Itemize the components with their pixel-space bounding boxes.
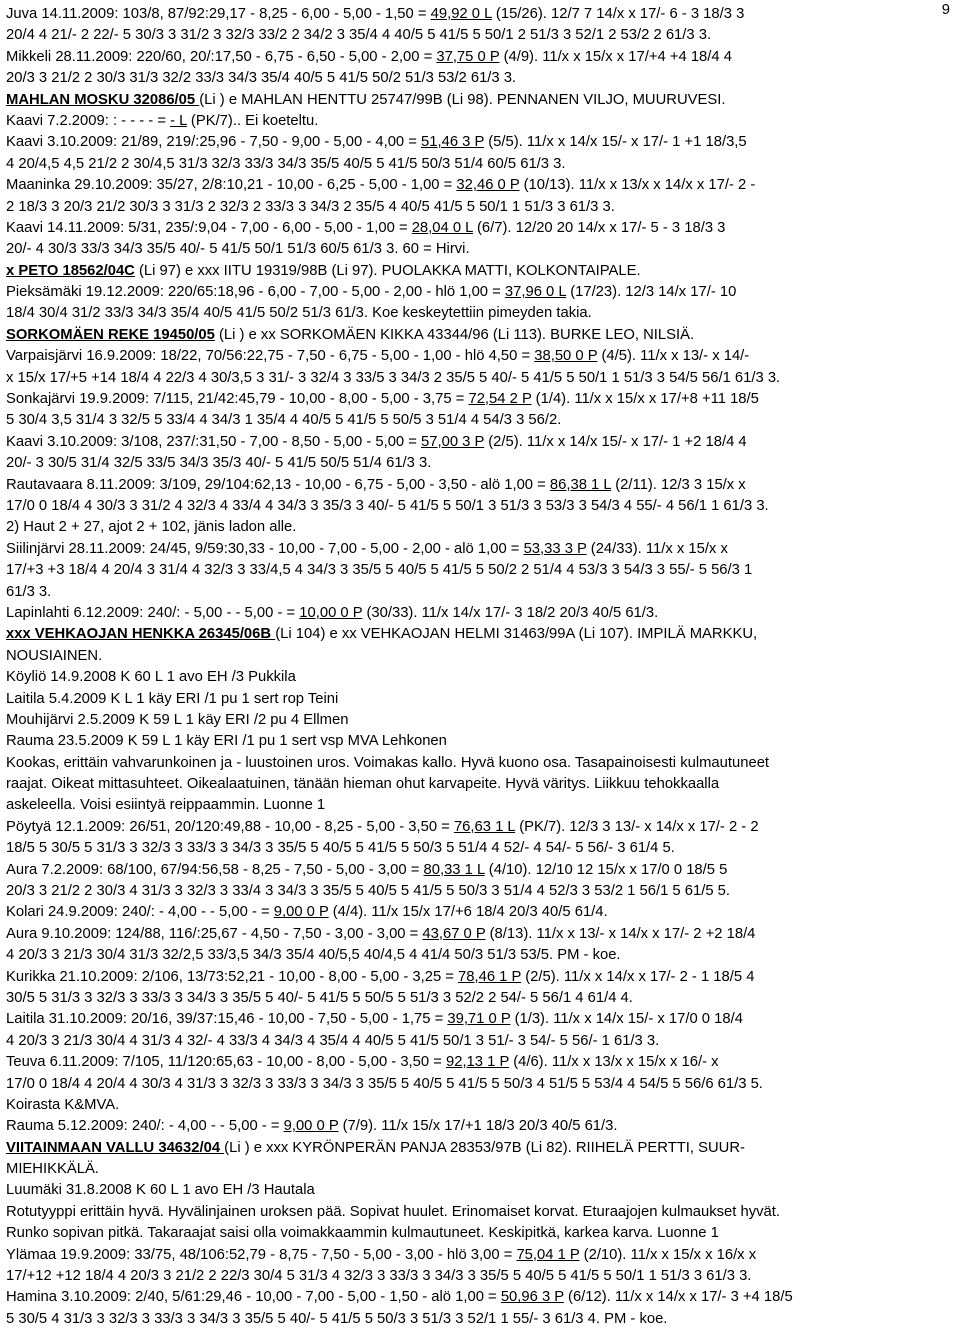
text-segment: Kookas, erittäin vahvarunkoinen ja - luustoinen uros. Voimakas kallo. Hyvä kuono osa. Tasapainoisesti kulmautuneet (6, 754, 770, 771)
text-segment: 4 20/3 3 21/3 30/4 31/3 32/2,5 33/3,5 34/3 35/4 40/5,5 40/4,5 4 41/4 50/3 51/3 53/5. PM - koe. (6, 947, 621, 964)
text-line (6, 838, 954, 859)
text-line (6, 646, 954, 667)
text-line (6, 795, 954, 816)
text-segment: Pöytyä 12.1.2009: 26/51, 20/120:49,88 - 10,00 - 8,25 - 5,00 - 3,50 = (6, 818, 454, 835)
text-segment: (2/10). 11/x x 15/x x 16/x x (579, 1246, 757, 1263)
dog-name-heading: MAHLAN MOSKU 32086/05 (6, 91, 200, 108)
text-line (6, 1223, 954, 1244)
score-result: 51,46 3 P (421, 134, 485, 151)
text-segment: MIEHIKKÄLÄ. (6, 1161, 99, 1178)
text-segment: 4 20/4,5 4,5 21/2 2 30/4,5 31/3 32/3 33/3 34/3 35/5 40/5 5 41/5 50/3 51/4 60/5 61/3 3. (6, 155, 566, 172)
text-line (6, 967, 954, 988)
text-line (6, 1074, 954, 1095)
text-line (6, 1116, 954, 1137)
text-segment: (5/5). 11/x x 14/x 15/- x 17/- 1 +1 18/3,5 (484, 134, 747, 151)
score-result: 37,75 0 P (436, 48, 500, 65)
text-line (6, 860, 954, 881)
text-segment: (PK/7).. Ei koeteltu. (186, 112, 319, 129)
score-result: 86,38 1 L (549, 476, 612, 493)
text-segment: (4/9). 11/x x 15/x x 17/+4 +4 18/4 4 (499, 48, 732, 65)
text-line (6, 154, 954, 175)
text-line (6, 667, 954, 688)
text-line (6, 325, 954, 346)
text-line (6, 539, 954, 560)
text-segment: Teuva 6.11.2009: 7/105, 11/120:65,63 - 10,00 - 8,00 - 5,00 - 3,50 = (6, 1054, 446, 1071)
score-result: 43,67 0 P (422, 925, 486, 942)
text-segment: (1/4). 11/x x 15/x x 17/+8 +11 18/5 (531, 391, 759, 408)
text-segment: Aura 7.2.2009: 68/100, 67/94:56,58 - 8,25 - 7,50 - 5,00 - 3,00 = (6, 861, 424, 878)
text-segment: Rauma 23.5.2009 K 59 L 1 käy ERI /1 pu 1 sert vsp MVA Lehkonen (6, 733, 447, 750)
text-line (6, 1202, 954, 1223)
score-result: 38,50 0 P (534, 348, 598, 365)
text-segment: Varpaisjärvi 16.9.2009: 18/22, 70/56:22,75 - 7,50 - 6,75 - 5,00 - 1,00 - hlö 4,50 = (6, 348, 535, 365)
text-segment: Lapinlahti 6.12.2009: 240/: - 5,00 - - 5,00 - = (6, 604, 300, 621)
text-segment: (PK/7). 12/3 3 13/- x 14/x x 17/- 2 - 2 (515, 818, 759, 835)
text-segment: (1/3). 11/x x 14/x 15/- x 17/0 0 18/4 (510, 1011, 743, 1028)
text-line (6, 453, 954, 474)
text-segment: (30/33). 11/x 14/x 17/- 3 18/2 20/3 40/5 61/3. (362, 604, 659, 621)
score-result: 10,00 0 P (299, 604, 363, 621)
text-line (6, 924, 954, 945)
text-line (6, 475, 954, 496)
text-segment: (2/11). 12/3 3 15/x x (611, 476, 746, 493)
text-segment: 17/0 0 18/4 4 20/4 4 30/3 4 31/3 3 32/3 3 33/3 3 34/3 3 35/5 5 40/5 5 41/5 5 50/3 4 51/5 5 53/4 4 54/5 5 56/6 61/3 5. (6, 1075, 763, 1092)
text-line (6, 368, 954, 389)
text-segment: Sonkajärvi 19.9.2009: 7/115, 21/42:45,79 - 10,00 - 8,00 - 5,00 - 3,75 = (6, 391, 469, 408)
score-result: - L (170, 112, 187, 129)
text-line (6, 303, 954, 324)
text-segment: (4/6). 11/x x 13/x x 15/x x 16/- x (509, 1054, 719, 1071)
score-result: 50,96 3 P (500, 1289, 564, 1306)
text-segment: Koirasta K&MVA. (6, 1096, 120, 1113)
text-line (6, 175, 954, 196)
text-segment: 20/- 3 30/5 31/4 32/5 33/5 34/3 35/3 40/- 5 41/5 50/5 51/4 61/3 3. (6, 455, 432, 472)
text-segment: Kaavi 14.11.2009: 5/31, 235/:9,04 - 7,00 - 6,00 - 5,00 - 1,00 = (6, 219, 412, 236)
text-segment: x 15/x 17/+5 +14 18/4 4 22/3 4 30/3,5 3 31/- 3 32/4 3 33/5 3 34/3 2 35/5 5 40/- 5 41/5 5 50/1 1 51/3 3 54/5 56/1 61/3 3. (6, 369, 781, 386)
text-segment: (Li 97) e xxx IITU 19319/98B (Li 97). PUOLAKKA MATTI, KOLKONTAIPALE. (134, 262, 641, 279)
dog-name-heading: xxx VEHKAOJAN HENKKA 26345/06B (6, 626, 276, 643)
text-line (6, 1031, 954, 1052)
text-segment: Kaavi 7.2.2009: : - - - - = (6, 112, 171, 129)
dog-name-heading: VIITAINMAAN VALLU 34632/04 (6, 1139, 225, 1156)
score-result: 57,00 3 P (421, 433, 485, 450)
score-result: 53,33 3 P (523, 540, 587, 557)
text-segment: Kaavi 3.10.2009: 21/89, 219/:25,96 - 7,50 - 9,00 - 5,00 - 4,00 = (6, 134, 422, 151)
dog-name-heading: x PETO 18562/04C (6, 262, 135, 279)
text-segment: 61/3 3. (6, 583, 52, 600)
text-segment: 17/+12 +12 18/4 4 20/3 3 21/2 2 22/3 30/4 5 31/3 4 32/3 3 33/3 3 34/3 3 35/5 5 40/5 5 41/5 5 50/1 1 51/3 3 61/3 3. (6, 1268, 752, 1285)
text-segment: (10/13). 11/x x 13/x x 14/x x 17/- 2 - (519, 177, 756, 194)
text-segment: 2) Haut 2 + 27, ajot 2 + 102, jänis ladon alle. (6, 519, 297, 536)
text-segment: Rotutyyppi erittäin hyvä. Hyvälinjainen uroksen pää. Sopivat huulet. Erinomaiset korvat. Eturaajojen kulmaukset hyvät. (6, 1203, 780, 1220)
page-number: 9 (941, 2, 950, 18)
text-line (6, 410, 954, 431)
text-segment: Rautavaara 8.11.2009: 3/109, 29/104:62,13 - 10,00 - 6,75 - 5,00 - 3,50 - alö 1,00 = (6, 476, 550, 493)
text-segment: Aura 9.10.2009: 124/88, 116/:25,67 - 4,50 - 7,50 - 3,00 - 3,00 = (6, 925, 423, 942)
text-line (6, 1095, 954, 1116)
document-page (6, 2, 954, 1327)
text-segment: Rauma 5.12.2009: 240/: - 4,00 - - 5,00 - = (6, 1118, 284, 1135)
score-result: 28,04 0 L (411, 219, 473, 236)
text-segment: 5 30/5 4 31/3 3 32/3 3 33/3 3 34/3 3 35/5 5 40/- 5 41/5 5 50/3 3 51/3 3 52/1 1 55/- 3 61/3 4. PM - koe. (6, 1310, 668, 1327)
text-segment: Ylämaa 19.9.2009: 33/75, 48/106:52,79 - 8,75 - 7,50 - 5,00 - 3,00 - hlö 3,00 = (6, 1246, 517, 1263)
text-segment: (Li ) e xxx KYRÖNPERÄN PANJA 28353/97B (Li 82). RIIHELÄ PERTTI, SUUR- (224, 1139, 745, 1156)
text-line (6, 1009, 954, 1030)
text-segment: 18/5 5 30/5 5 31/3 3 32/3 3 33/3 3 34/3 3 35/5 5 40/5 5 41/5 5 50/3 5 51/4 4 52/- 4 54/- 5 56/- 3 61/4 5. (6, 840, 675, 857)
score-result: 37,96 0 L (504, 284, 567, 301)
text-segment: (2/5). 11/x x 14/x x 17/- 2 - 1 18/5 4 (521, 968, 755, 985)
text-segment: (2/5). 11/x x 14/x 15/- x 17/- 1 +2 18/4 4 (484, 433, 747, 450)
text-segment: (4/5). 11/x x 13/- x 14/- (597, 348, 750, 365)
text-line (6, 1287, 954, 1308)
text-line (6, 25, 954, 46)
text-segment: 4 20/3 3 21/3 30/4 4 31/3 4 32/- 4 33/3 4 34/3 4 35/4 4 40/5 5 41/5 50/1 3 51/- 3 54/- 5 56/- 1 61/3 3. (6, 1032, 660, 1049)
text-line (6, 1138, 954, 1159)
text-line (6, 261, 954, 282)
text-line (6, 710, 954, 731)
text-line (6, 945, 954, 966)
text-segment: 20/- 4 30/3 33/3 34/3 35/5 40/- 5 41/5 50/1 51/3 60/5 61/3 3. 60 = Hirvi. (6, 241, 470, 258)
text-segment: Kolari 24.9.2009: 240/: - 4,00 - - 5,00 - = (6, 904, 274, 921)
text-line (6, 68, 954, 89)
text-line (6, 774, 954, 795)
text-line (6, 389, 954, 410)
document-body (6, 4, 954, 1330)
text-line (6, 817, 954, 838)
text-segment: (Li ) e MAHLAN HENTTU 25747/99B (Li 98). PENNANEN VILJO, MUURUVESI. (199, 91, 726, 108)
text-line (6, 432, 954, 453)
text-line (6, 1159, 954, 1180)
text-segment: Runko sopivan pitkä. Takaraajat saisi olla voimakkaammin kulmautuneet. Keskipitkä, karkea karva. Luonne 1 (6, 1225, 719, 1242)
text-segment: (15/26). 12/7 7 14/x x 17/- 6 - 3 18/3 3 (491, 6, 745, 22)
text-line (6, 111, 954, 132)
text-segment: Mouhijärvi 2.5.2009 K 59 L 1 käy ERI /2 pu 4 Ellmen (6, 711, 349, 728)
score-result: 72,54 2 P (468, 391, 532, 408)
text-line (6, 1266, 954, 1287)
score-result: 49,92 0 L (430, 6, 492, 22)
text-segment: 5 30/4 3,5 31/4 3 32/5 5 33/4 4 34/3 1 35/4 4 40/5 5 41/5 5 50/5 3 51/4 4 54/3 3 56/2. (6, 412, 562, 429)
text-segment: (4/4). 11/x 15/x 17/+6 18/4 20/3 40/5 61/4. (328, 904, 608, 921)
text-segment: (Li 104) e xx VEHKAOJAN HELMI 31463/99A (Li 107). IMPILÄ MARKKU, (275, 626, 758, 643)
text-line (6, 1309, 954, 1330)
text-segment: (4/10). 12/10 12 15/x x 17/0 0 18/5 5 (484, 861, 728, 878)
text-segment: Köyliö 14.9.2008 K 60 L 1 avo EH /3 Pukkila (6, 669, 296, 686)
score-result: 32,46 0 P (456, 177, 520, 194)
text-segment: (24/33). 11/x x 15/x x (586, 540, 728, 557)
text-line (6, 239, 954, 260)
text-segment: 18/4 30/4 31/2 33/3 34/3 35/4 40/5 41/5 50/2 51/3 61/3. Koe keskeytettiin pimeyden takia. (6, 305, 592, 322)
text-segment: (17/23). 12/3 14/x 17/- 10 (566, 284, 737, 301)
text-line (6, 282, 954, 303)
text-segment: Kurikka 21.10.2009: 2/106, 13/73:52,21 - 10,00 - 8,00 - 5,00 - 3,25 = (6, 968, 459, 985)
text-segment: Mikkeli 28.11.2009: 220/60, 20/:17,50 - 6,75 - 6,50 - 5,00 - 2,00 = (6, 48, 437, 65)
text-line (6, 1245, 954, 1266)
text-line (6, 988, 954, 1009)
text-line (6, 624, 954, 645)
text-line (6, 881, 954, 902)
text-segment: Laitila 5.4.2009 K L 1 käy ERI /1 pu 1 sert rop Teini (6, 690, 339, 707)
text-line (6, 603, 954, 624)
score-result: 76,63 1 L (453, 818, 516, 835)
text-line (6, 346, 954, 367)
text-segment: Maaninka 29.10.2009: 35/27, 2/8:10,21 - 10,00 - 6,25 - 5,00 - 1,00 = (6, 177, 457, 194)
score-result: 9,00 0 P (283, 1118, 339, 1135)
text-segment: NOUSIAINEN. (6, 647, 103, 664)
score-result: 78,46 1 P (458, 968, 522, 985)
text-line (6, 4, 954, 25)
text-line (6, 218, 954, 239)
text-line (6, 132, 954, 153)
text-segment: Luumäki 31.8.2008 K 60 L 1 avo EH /3 Hautala (6, 1182, 315, 1199)
score-result: 75,04 1 P (516, 1246, 580, 1263)
text-line (6, 517, 954, 538)
text-line (6, 902, 954, 923)
text-line (6, 47, 954, 68)
dog-name-heading: SORKOMÄEN REKE 19450/05 (6, 326, 215, 343)
text-line (6, 582, 954, 603)
text-line (6, 689, 954, 710)
text-line (6, 197, 954, 218)
text-segment: (6/12). 11/x x 14/x x 17/- 3 +4 18/5 (563, 1289, 793, 1306)
text-line (6, 560, 954, 581)
score-result: 92,13 1 P (445, 1054, 510, 1071)
text-segment: 17/0 0 18/4 4 30/3 3 31/2 4 32/3 4 33/4 4 34/3 3 35/3 3 40/- 5 41/5 5 50/1 3 51/3 3 53/3 3 54/3 4 55/- 4 56/1 1 61/3 3. (6, 497, 769, 514)
text-segment: Kaavi 3.10.2009: 3/108, 237/:31,50 - 7,00 - 8,50 - 5,00 - 5,00 = (6, 433, 422, 450)
text-segment: 17/+3 +3 18/4 4 20/4 3 31/4 4 32/3 3 33/4,5 4 34/3 3 35/5 5 40/5 5 41/5 5 50/2 2 51/4 4 53/3 3 54/3 3 55/- 5 56/3 1 (6, 562, 753, 579)
text-segment: Laitila 31.10.2009: 20/16, 39/37:15,46 - 10,00 - 7,50 - 5,00 - 1,75 = (6, 1011, 448, 1028)
score-result: 80,33 1 L (423, 861, 485, 878)
text-line (6, 731, 954, 752)
score-result: 39,71 0 P (447, 1011, 511, 1028)
text-segment: (Li ) e xx SORKOMÄEN KIKKA 43344/96 (Li 113). BURKE LEO, NILSIÄ. (214, 326, 695, 343)
text-segment: 20/3 3 21/2 2 30/3 31/3 32/2 33/3 34/3 35/4 40/5 5 41/5 50/2 51/3 53/2 61/3 3. (6, 70, 517, 87)
text-segment: (8/13). 11/x x 13/- x 14/x x 17/- 2 +2 18/4 (485, 925, 756, 942)
text-segment: Siilinjärvi 28.11.2009: 24/45, 9/59:30,33 - 10,00 - 7,00 - 5,00 - 2,00 - alö 1,00 = (6, 540, 524, 557)
text-segment: Hamina 3.10.2009: 2/40, 5/61:29,46 - 10,00 - 7,00 - 5,00 - 1,50 - alö 1,00 = (6, 1289, 501, 1306)
score-result: 9,00 0 P (273, 904, 329, 921)
text-segment: 20/4 4 21/- 2 22/- 5 30/3 3 31/2 3 32/3 33/2 2 34/2 3 35/4 4 40/5 5 41/5 5 50/1 2 51/3 3 52/1 2 53/2 2 61/3 3. (6, 27, 712, 44)
text-segment: 2 18/3 3 20/3 21/2 30/3 3 31/3 2 32/3 2 33/3 3 34/3 2 35/5 4 40/5 41/5 5 50/1 1 51/3 3 61/3 3. (6, 198, 615, 215)
text-segment: 20/3 3 21/2 2 30/3 4 31/3 3 32/3 3 33/4 3 34/3 3 35/5 5 40/5 5 41/5 5 50/3 3 51/4 4 52/3 3 53/2 1 56/1 5 61/5 5. (6, 883, 731, 900)
text-line (6, 753, 954, 774)
text-segment: 30/5 5 31/3 3 32/3 3 33/3 3 34/3 3 35/5 5 40/- 5 41/5 5 50/5 5 51/3 3 52/2 2 54/- 5 56/1 4 61/4 4. (6, 989, 633, 1006)
text-segment: (7/9). 11/x 15/x 17/+1 18/3 20/3 40/5 61/3. (338, 1118, 618, 1135)
text-line (6, 1180, 954, 1201)
text-segment: Juva 14.11.2009: 103/8, 87/92:29,17 - 8,25 - 6,00 - 5,00 - 1,50 = (6, 6, 431, 22)
text-segment: raajat. Oikeat mittasuhteet. Oikealaatuinen, tänään hieman ohut karvapeite. Hyvä väritys. Liikkuu tehokkaalla (6, 776, 720, 793)
text-segment: (6/7). 12/20 20 14/x x 17/- 5 - 3 18/3 3 (472, 219, 726, 236)
text-line (6, 1052, 954, 1073)
text-line (6, 90, 954, 111)
text-segment: Pieksämäki 19.12.2009: 220/65:18,96 - 6,00 - 7,00 - 5,00 - 2,00 - hlö 1,00 = (6, 284, 505, 301)
text-segment: askeleella. Voisi esiintyä reippaammin. Luonne 1 (6, 797, 326, 814)
text-line (6, 496, 954, 517)
